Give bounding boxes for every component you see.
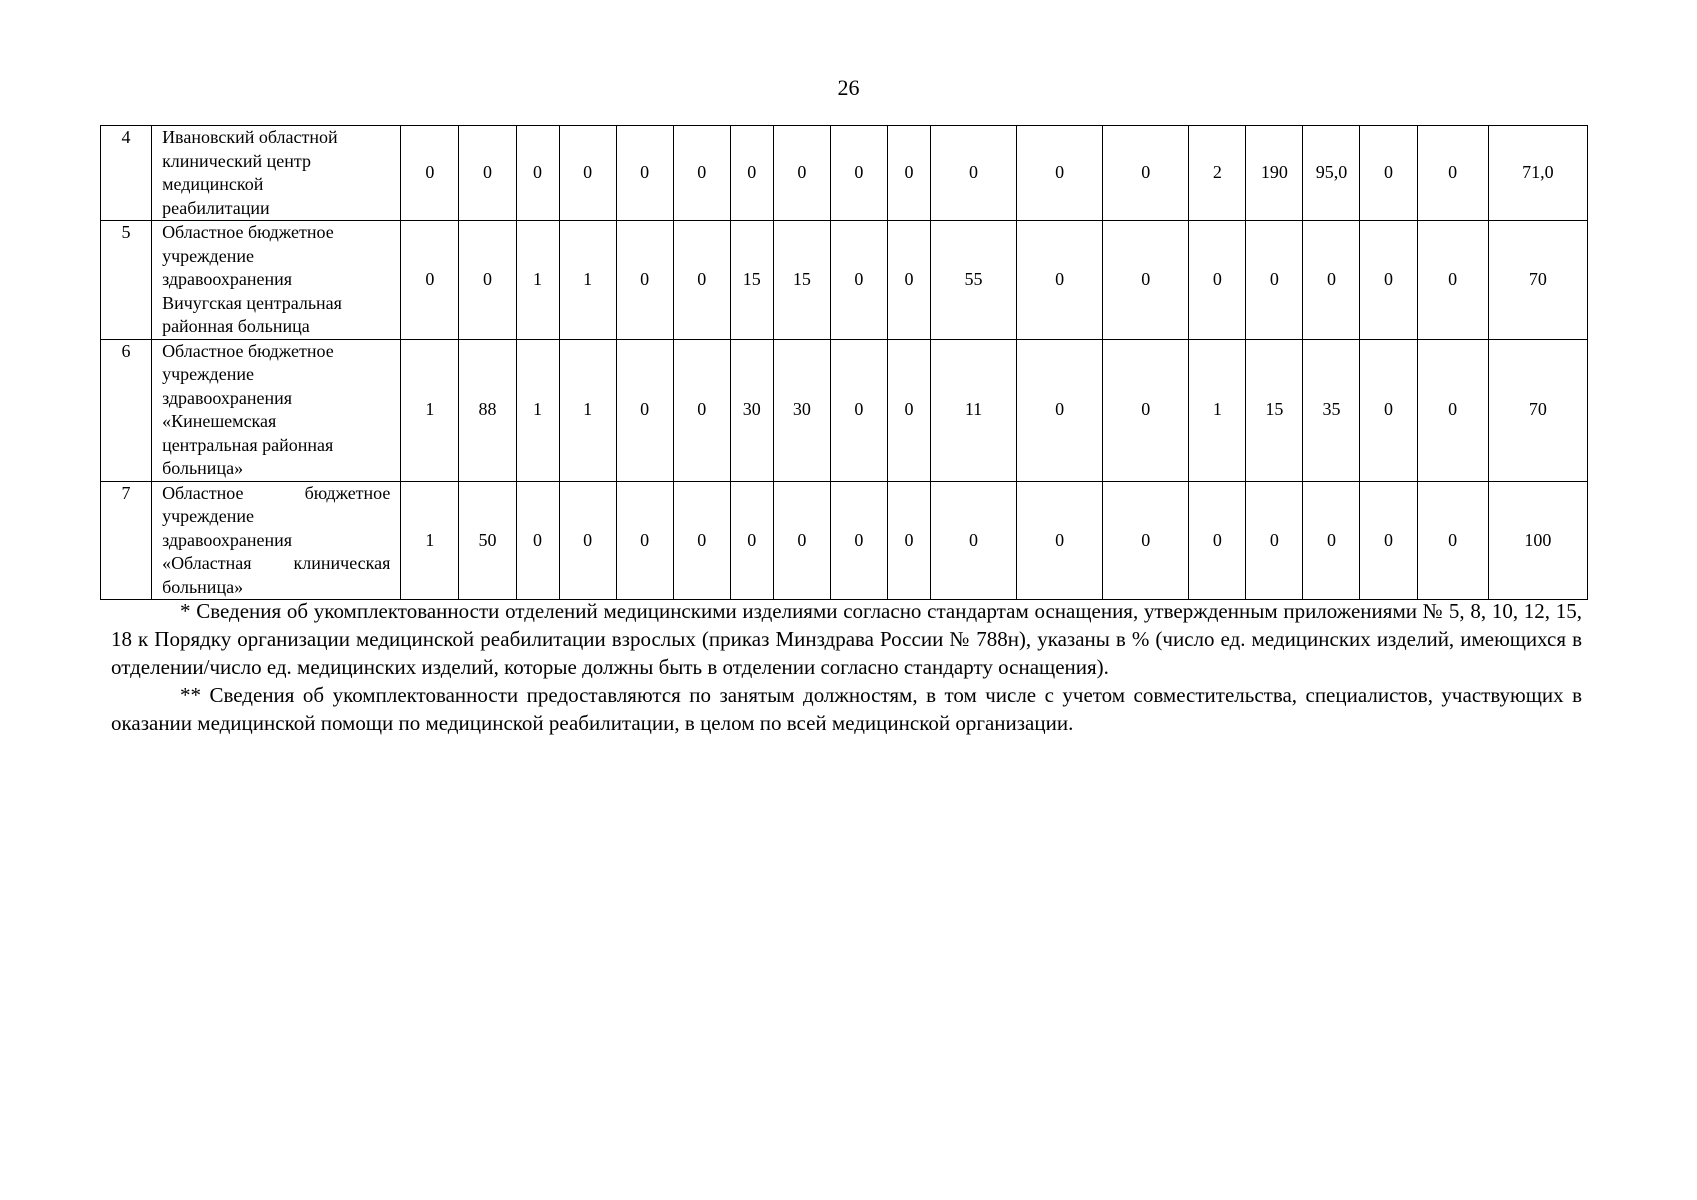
- table-row: [101, 126, 1588, 221]
- organization-name-cell: [152, 126, 401, 221]
- organization-name-cell: [152, 339, 401, 481]
- value-cell: 0: [459, 126, 516, 221]
- organization-name-line: здравоохранения: [162, 387, 293, 408]
- organization-name-line: медицинской: [162, 174, 264, 194]
- value-cell: 11: [930, 339, 1016, 481]
- value-cell: 1: [1189, 339, 1246, 481]
- value-cell: 0: [1103, 221, 1189, 340]
- value-cell: 1: [401, 339, 459, 481]
- value-cell: 0: [616, 481, 673, 600]
- value-cell: 0: [1189, 221, 1246, 340]
- value-cell: 70: [1488, 221, 1587, 340]
- value-cell: 0: [1360, 481, 1417, 600]
- value-cell: 0: [459, 221, 516, 340]
- value-cell: 0: [559, 481, 616, 600]
- value-cell: 0: [1360, 221, 1417, 340]
- value-cell: 0: [1103, 126, 1189, 221]
- value-cell: 0: [616, 126, 673, 221]
- organization-name-line: центральная районная: [162, 434, 334, 455]
- value-cell: 0: [401, 126, 459, 221]
- organization-name-line: учреждение: [162, 506, 254, 526]
- value-cell: 0: [1417, 126, 1488, 221]
- value-cell: 0: [830, 481, 887, 600]
- value-cell: 0: [1103, 481, 1189, 600]
- organization-name-line: здравоохранения: [162, 529, 293, 550]
- value-cell: 0: [887, 339, 930, 481]
- value-cell: 1: [401, 481, 459, 600]
- value-cell: 15: [773, 221, 830, 340]
- value-cell: 0: [773, 126, 830, 221]
- value-cell: 95,0: [1303, 126, 1360, 221]
- page-number: 26: [837, 75, 860, 100]
- value-cell: 0: [516, 126, 559, 221]
- value-cell: 0: [1246, 481, 1303, 600]
- value-cell: 0: [1417, 339, 1488, 481]
- value-cell: 1: [516, 339, 559, 481]
- footnotes: [111, 597, 1582, 737]
- value-cell: 71,0: [1488, 126, 1587, 221]
- value-cell: 0: [830, 126, 887, 221]
- organization-name-line: районная больница: [162, 316, 310, 336]
- value-cell: 15: [730, 221, 773, 340]
- value-cell: 0: [730, 126, 773, 221]
- value-cell: 0: [673, 126, 730, 221]
- value-cell: 0: [559, 126, 616, 221]
- organization-name-line: Областное бюджетное: [162, 222, 334, 242]
- value-cell: 1: [559, 339, 616, 481]
- organization-name-line: клинический центр: [162, 150, 312, 171]
- organization-name-line: «Областная клиническая: [162, 553, 391, 573]
- value-cell: 0: [730, 481, 773, 600]
- value-cell: 0: [773, 481, 830, 600]
- value-cell: 15: [1246, 339, 1303, 481]
- value-cell: 0: [673, 339, 730, 481]
- table-row: [101, 221, 1588, 340]
- value-cell: 0: [616, 339, 673, 481]
- organization-name-cell: [152, 221, 401, 340]
- organization-name-line: Ивановский областной: [162, 127, 338, 147]
- organization-name-line: Областное бюджетное: [162, 340, 334, 361]
- organization-name-line: Вичугская центральная: [162, 292, 342, 313]
- value-cell: 70: [1488, 339, 1587, 481]
- value-cell: 100: [1488, 481, 1587, 600]
- row-number-cell: 7: [101, 481, 152, 600]
- table-row: [101, 339, 1588, 481]
- value-cell: 0: [930, 481, 1016, 600]
- value-cell: 0: [887, 221, 930, 340]
- value-cell: 0: [930, 126, 1016, 221]
- value-cell: 0: [1189, 481, 1246, 600]
- value-cell: 0: [616, 221, 673, 340]
- value-cell: 0: [673, 481, 730, 600]
- value-cell: 0: [1017, 339, 1103, 481]
- value-cell: 0: [401, 221, 459, 340]
- row-number-cell: 5: [101, 221, 152, 340]
- organization-name-line: здравоохранения: [162, 269, 293, 289]
- value-cell: 0: [1417, 221, 1488, 340]
- organization-name-line: больница»: [162, 458, 244, 478]
- value-cell: 0: [516, 481, 559, 600]
- organization-name-line: реабилитации: [162, 197, 270, 218]
- footnote-staffing: ** Сведения об укомплектованности предоставляются по занятым должностям, в том числе с учетом совместительства, специалистов, участвующих в оказании медицинской помощи по медицинской реабилитации, в целом по всей медицинской организации.: [111, 683, 1582, 735]
- value-cell: 30: [730, 339, 773, 481]
- value-cell: 1: [559, 221, 616, 340]
- organization-name-cell: [152, 481, 401, 600]
- value-cell: 0: [1103, 339, 1189, 481]
- value-cell: 0: [1360, 126, 1417, 221]
- organization-name-line: Областное бюджетное: [162, 482, 391, 503]
- value-cell: 190: [1246, 126, 1303, 221]
- value-cell: 1: [516, 221, 559, 340]
- table-row: [101, 481, 1588, 600]
- value-cell: 0: [1017, 221, 1103, 340]
- value-cell: 55: [930, 221, 1016, 340]
- value-cell: 0: [1360, 339, 1417, 481]
- row-number-cell: 6: [101, 339, 152, 481]
- rehabilitation-data-table: [100, 125, 1588, 600]
- row-number-cell: 4: [101, 126, 152, 221]
- organization-name-line: «Кинешемская: [162, 411, 277, 431]
- value-cell: 0: [1303, 221, 1360, 340]
- value-cell: 0: [1246, 221, 1303, 340]
- organization-name-line: больница»: [162, 576, 244, 597]
- value-cell: 88: [459, 339, 516, 481]
- value-cell: 0: [830, 221, 887, 340]
- value-cell: 0: [1017, 126, 1103, 221]
- organization-name-line: учреждение: [162, 245, 254, 266]
- value-cell: 50: [459, 481, 516, 600]
- value-cell: 0: [673, 221, 730, 340]
- value-cell: 2: [1189, 126, 1246, 221]
- footnote-equipment: * Сведения об укомплектованности отделений медицинскими изделиями согласно стандартам оснащения, утвержденным приложениями № 5, 8, 10, 12, 15, 18 к Порядку организации медицинской реабилитации взрослых (приказ Минздрава России № 788н), указаны в % (число ед. медицинских изделий, имеющихся в отделении/число ед. медицинских изделий, которые должны быть в отделении согласно стандарту оснащения).: [111, 599, 1582, 679]
- value-cell: 0: [1017, 481, 1103, 600]
- value-cell: 0: [887, 481, 930, 600]
- organization-name-line: учреждение: [162, 364, 254, 384]
- value-cell: 0: [1303, 481, 1360, 600]
- value-cell: 0: [887, 126, 930, 221]
- value-cell: 0: [1417, 481, 1488, 600]
- value-cell: 30: [773, 339, 830, 481]
- value-cell: 35: [1303, 339, 1360, 481]
- value-cell: 0: [830, 339, 887, 481]
